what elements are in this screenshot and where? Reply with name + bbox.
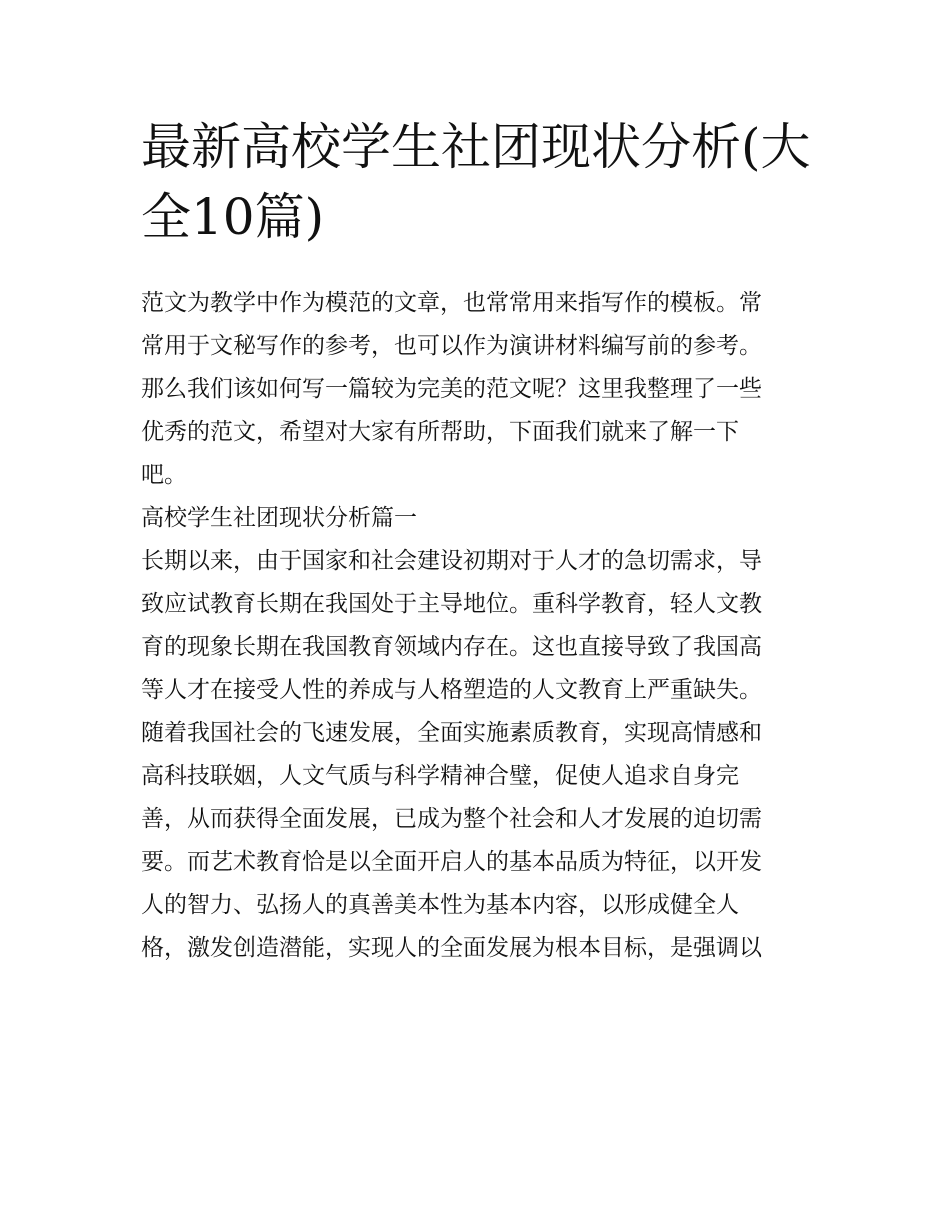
section-line: 高科技联姻，人文气质与科学精神合璧，促使人追求自身完 (141, 763, 739, 789)
section-line: 格，激发创造潜能，实现人的全面发展为根本目标，是强调以 (141, 935, 762, 961)
section-line: 长期以来，由于国家和社会建设初期对于人才的急切需求，导 (141, 548, 762, 574)
section-line: 等人才在接受人性的养成与人格塑造的人文教育上严重缺失。 (141, 677, 762, 703)
document-title (141, 112, 821, 252)
section-line: 随着我国社会的飞速发展，全面实施素质教育，实现高情感和 (141, 720, 762, 746)
document-body (141, 282, 821, 970)
intro-line: 吧。 (141, 462, 187, 488)
intro-line: 常用于文秘写作的参考，也可以作为演讲材料编写前的参考。 (141, 333, 762, 359)
intro-line: 那么我们该如何写一篇较为完美的范文呢？这里我整理了一些 (141, 376, 762, 402)
section-line: 致应试教育长期在我国处于主导地位。重科学教育，轻人文教 (141, 591, 762, 617)
title-line: 最新高校学生社团现状分析(大 (141, 118, 811, 176)
section-line: 育的现象长期在我国教育领域内存在。这也直接导致了我国高 (141, 634, 762, 660)
title-line: 全10篇) (141, 188, 325, 246)
section-line: 善，从而获得全面发展，已成为整个社会和人才发展的迫切需 (141, 806, 762, 832)
intro-line: 范文为教学中作为模范的文章，也常常用来指写作的模板。常 (141, 290, 762, 316)
section-heading: 高校学生社团现状分析篇一 (141, 505, 417, 531)
intro-line: 优秀的范文，希望对大家有所帮助，下面我们就来了解一下 (141, 419, 739, 445)
section-line: 要。而艺术教育恰是以全面开启人的基本品质为特征，以开发 (141, 849, 762, 875)
section-line: 人的智力、弘扬人的真善美本性为基本内容，以形成健全人 (141, 892, 739, 918)
